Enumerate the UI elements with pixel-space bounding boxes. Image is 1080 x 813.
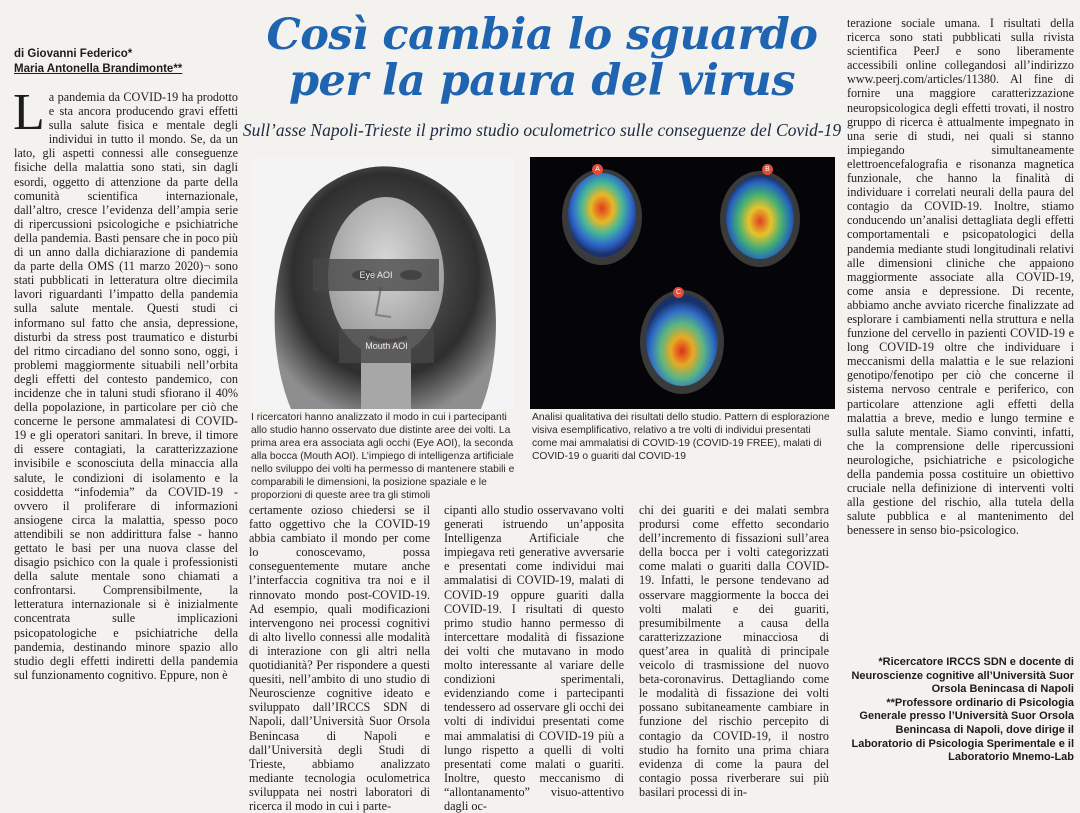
author-notes [846, 656, 1074, 765]
column-2: certamente ozioso chiedersi se il fatto oggettivo che la COVID-19 abbia cambiato il mondo per come lo conoscevamo, possa conseguentemente mutare anche l’interfaccia cognitiva tra noi e il rinnovato mondo post-COVID-19. Ad esempio, quali modificazioni intervengono nei processi cognitivi di alto livello connessi alle modalità di interazione con gli altri nella quotidianità? Per rispondere a questi quesiti, nell’ambito di uno studio di Neuroscienze cognitive ideato e sviluppato dall’IRCCS SDN di Napoli, dall’Università Suor Orsola Benincasa di Napoli e dall’Università degli Studi di Trieste, abbiamo analizzato mediante tecnologia oculometrica sviluppata nei nostri laboratori di ricerca il modo in cui i parte- [249, 503, 430, 813]
headline [232, 12, 852, 104]
dropcap: L [13, 84, 45, 141]
subtitle: Sull’asse Napoli-Trieste il primo studio oculometrico sulle conseguenze del Covid-19 [242, 120, 842, 140]
heatmap-figure [530, 157, 835, 409]
mouth-aoi-box: Mouth AOI [339, 329, 434, 363]
heatmap-label-b: B [762, 164, 773, 175]
byline [14, 47, 229, 76]
column-1 [13, 84, 238, 682]
headline-line-2: per la paura del virus [288, 56, 796, 106]
heatmap-illustration [530, 157, 835, 409]
author-2: Maria Antonella Brandimonte** [14, 62, 183, 75]
figure-2-caption: Analisi qualitativa dei risultati dello studio. Pattern di esplorazione visiva esemplificativo, relativo a tre volti di individui presentati come mai ammalatisi di COVID-19 (COVID-19 FREE), malati di COVID-19 o guariti dal COVID-19 [532, 412, 830, 462]
footnote-2: **Professore ordinario di Psicologia Generale presso l’Università Suor Orsola Benincasa di Napoli, dove dirige il Laboratorio di Psicologia Sperimentale e il Laboratorio Mnemo-Lab [851, 696, 1074, 764]
column-1-text: a pandemia da COVID-19 ha prodotto e sta ancora producendo gravi effetti sulla salute fisica e mentale degli individui in tutto il mondo. Se, da un lato, gli aspetti connessi alle conseguenze fisiche della malattia sono stati, sin dagli esordi, oggetto di attenzione da parte della comunità scientifica internazionale, dall’altro, cresce l’evidenza dell’ampia serie di ripercussioni psicologiche e psichiatriche della pandemia. Basti pensare che in poco più di un anno dalla dichiarazione di pandemia da parte della OMS (11 marzo 2020)¬ sono stati pubblicati in letteratura oltre diecimila lavori riguardanti l’impatto della pandemia sulla salute mentale. Questi studi ci informano sul fatto che ansia, depressione, disturbi da stress post traumatico e disturbi del ritmo circadiano del sonno sono, oggi, i problemi maggiormente situabili nell’orbita degli effetti del contesto pandemico, con incidenze che in taluni studi sfiorano il 40% della popolazione, in particolare per ciò che concerne le persone ammalatesi di COVID-19 e gli operatori sanitari. In breve, il timore di essere contagiati, la caratterizzazione invisibile e sconosciuta della minaccia alla salute, le condizioni di isolamento e la cosiddetta “infodemia” da COVID-19 - ovvero il proliferare di informazioni ansiogene circa la malattia, spesso poco attendibili se non addirittura false - hanno gettato le basi per una nuova classe del disagio psichico con la quale i professionisti della salute mentale sono chiamati a confrontarsi. Comprensibilmente, la letteratura internazionale si è inizialmente concentrata sulle implicazioni psicopatologiche e psichiatriche della pandemia, destinando minore spazio allo studio degli effetti indiretti della pandemia sul funzionamento cognitivo. Eppure, non è [14, 90, 238, 682]
column-3: cipanti allo studio osservavano volti generati istruendo un’apposita Intelligenza Artificiale che impiegava reti generative avversarie e presentati come individui mai ammalatisi di COVID-19, malati di COVID-19 oppure guariti dalla COVID-19. I risultati di questo primo studio hanno permesso di intercettare modalità di fissazione dei volti che mutavano in modo molto interessante al variare delle condizioni sperimentali, evidenziando come i partecipanti tendessero ad osservare gli occhi dei volti di individui presentati come mai ammalatisi di COVID-19 più a lungo rispetto a quelli di volti presentati come malati o guariti. Inoltre, questo meccanismo di “allontanamento” visuo-attentivo dagli oc- [444, 503, 624, 813]
column-4: chi dei guariti e dei malati sembra prodursi come effetto secondario dell’incremento di fissazioni sull’area della bocca per i volti categorizzati come malati o guariti dalla COVID-19. Infatti, le persone tendevano ad osservare maggiormente la bocca dei volti malati e dei guariti, presumibilmente a causa della caratterizzazione minacciosa di quest’area in qualità di principale veicolo di trasmissione del nuovo beta-coronavirus. Dettagliando come le modalità di fissazione dei volti possano subitaneamente cambiare in funzione del rischio percepito di contagio da COVID-19, il nostro studio ha fornito una prima chiara evidenza di come la paura del contagio possa riverberare sui più basilari processi di in- [639, 503, 829, 799]
heatmap-label-c: C [673, 287, 684, 298]
footnote-1: *Ricercatore IRCCS SDN e docente di Neuroscienze cognitive all’Università Suor Orsola Benincasa di Napoli [851, 656, 1074, 696]
author-1: di Giovanni Federico* [14, 48, 133, 60]
eye-aoi-box: Eye AOI [313, 259, 439, 291]
figure-1-caption: I ricercatori hanno analizzato il modo in cui i partecipanti allo studio hanno osservato due distinte aree dei volti. La prima area era associata agli occhi (Eye AOI), la seconda alla bocca (Mouth AOI). L’impiego di intelligenza artificiale nello sviluppo dei volti ha permesso di mantenere stabili e comparabili le dimensioni, la posizione spaziale e le proporzioni di queste aree tra gli stimoli [251, 412, 515, 501]
headline-line-1: Così cambia lo sguardo [266, 10, 818, 60]
column-5: terazione sociale umana. I risultati della ricerca sono stati pubblicati sulla rivista scientifica PeerJ e sono liberamente accessibili online collegandosi all’indirizzo www.peerj.com/articles/11380. Al fine di fornire una maggiore caratterizzazione neuropsicologica degli effetti trovati, il nostro gruppo di ricerca è attualmente impegnato in una serie di studi, nei quali si stanno impiegando simultaneamente elettroencefalografia e risonanza magnetica funzionale, che hanno la finalità di individuare i correlati neurali della paura del contagio da COVID-19. Inoltre, stiamo conducendo un’analisi dettagliata degli effetti comportamentali e psicopatologici della pandemia mediante studi longitudinali relativi alle dimensioni cliniche che appaiono maggiormente associate alla COVID-19, come ansia e depressione. Di recente, abbiamo anche avviato ricerche finalizzate ad esplorare i cambiamenti nella struttura e nella funzione del cervello in pazienti COVID-19 e long COVID-19 oltre che individuare i meccanismi della malattia e le sue relazioni genotipo/fenotipo per ciò che concerne il sistema nervoso centrale e periferico, con particolare attenzione agli effetti della malattia a breve, medio e lungo termine e sulla salute mentale. Siamo convinti, infatti, che la comprensione delle ripercussioni neurologiche, psichiatriche e psicologiche della pandemia possa costituire un obiettivo cruciale nella definizione di interventi volti alla gestione del rischio, alla tutela della salute pubblica e al mantenimento del benessere in senso bio-psicologico. [847, 16, 1074, 538]
face-aoi-photo [251, 157, 514, 409]
heatmap-label-a: A [592, 164, 603, 175]
